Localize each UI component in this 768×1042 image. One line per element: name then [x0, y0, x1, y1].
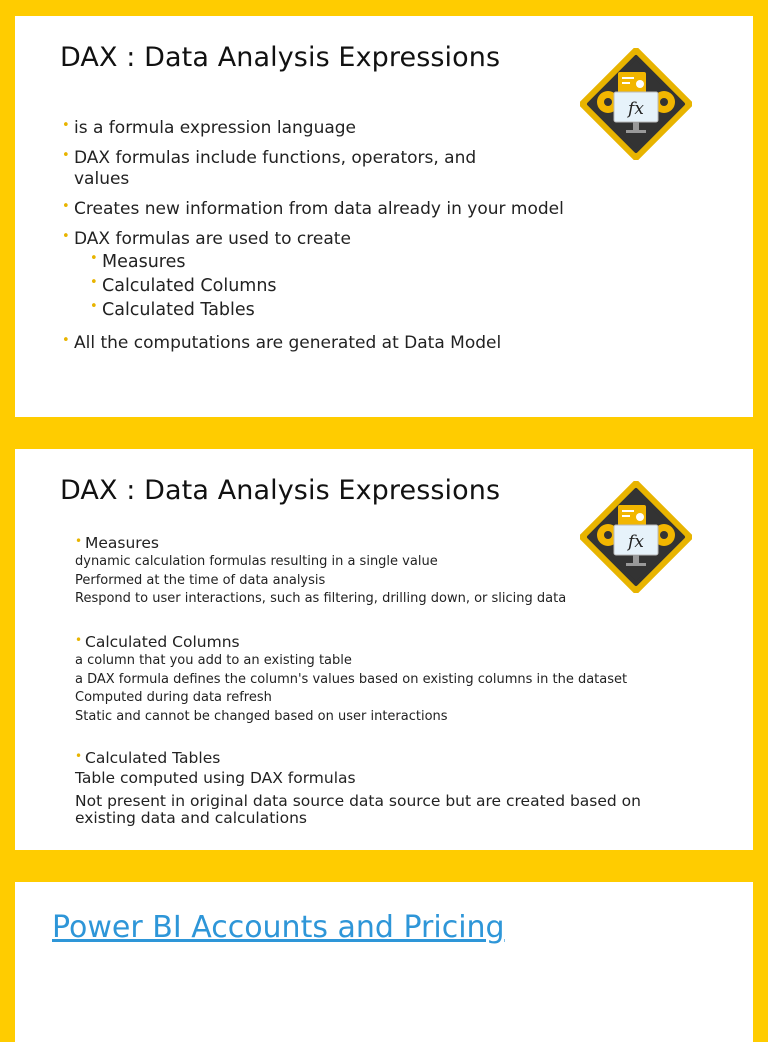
detail-line: a DAX formula defines the column's values based on existing columns in the dataset	[75, 671, 628, 687]
bullet-list	[60, 118, 564, 354]
detail-line: Static and cannot be changed based on user interactions	[75, 708, 448, 724]
slide-dax-details	[15, 449, 753, 850]
slide-title: DAX : Data Analysis Expressions	[60, 42, 501, 73]
fx-formula-gear-icon	[580, 48, 692, 160]
fx-formula-gear-icon	[580, 481, 692, 593]
sub-bullet-item: • Measures	[90, 251, 186, 272]
fx-glyph: fx	[628, 532, 644, 552]
slide-dax-overview	[15, 16, 753, 417]
detail-line: Performed at the time of data analysis	[75, 572, 326, 588]
detail-line: a column that you add to an existing table	[75, 653, 352, 668]
slide-title: DAX : Data Analysis Expressions	[60, 475, 501, 506]
section-heading: • Measures	[75, 534, 159, 552]
sub-bullet-item: • Calculated Tables	[90, 299, 255, 320]
section-heading: • Calculated Columns	[75, 633, 240, 651]
detail-line: Not present in original data source data source but are created based on existing data and calculations	[75, 791, 641, 827]
slide-power-bi-pricing	[15, 882, 753, 1042]
detail-line: dynamic calculation formulas resulting in a single value	[75, 554, 438, 569]
bullet-item: • DAX formulas are used to create • Measures • Calculated Columns • Calculated Tables	[60, 229, 564, 322]
detail-line: Computed during data refresh	[75, 690, 272, 705]
sub-bullet-item: • Calculated Columns	[90, 275, 277, 296]
detail-line: Respond to user interactions, such as filtering, drilling down, or slicing data	[75, 591, 567, 606]
section-calculated-tables	[75, 748, 655, 828]
section-measures	[75, 533, 566, 609]
bullet-item: • DAX formulas include functions, operators, and values	[62, 148, 477, 189]
bullet-item: • All the computations are generated at Data Model	[62, 333, 502, 353]
power-bi-pricing-link[interactable]: Power BI Accounts and Pricing	[52, 910, 505, 945]
detail-line: Table computed using DAX formulas	[75, 769, 356, 787]
section-heading: • Calculated Tables	[75, 749, 221, 767]
section-calculated-columns	[75, 632, 627, 726]
bullet-item: • is a formula expression language	[62, 118, 357, 138]
fx-glyph: fx	[628, 99, 644, 119]
bullet-item: • Creates new information from data already in your model	[62, 199, 564, 219]
